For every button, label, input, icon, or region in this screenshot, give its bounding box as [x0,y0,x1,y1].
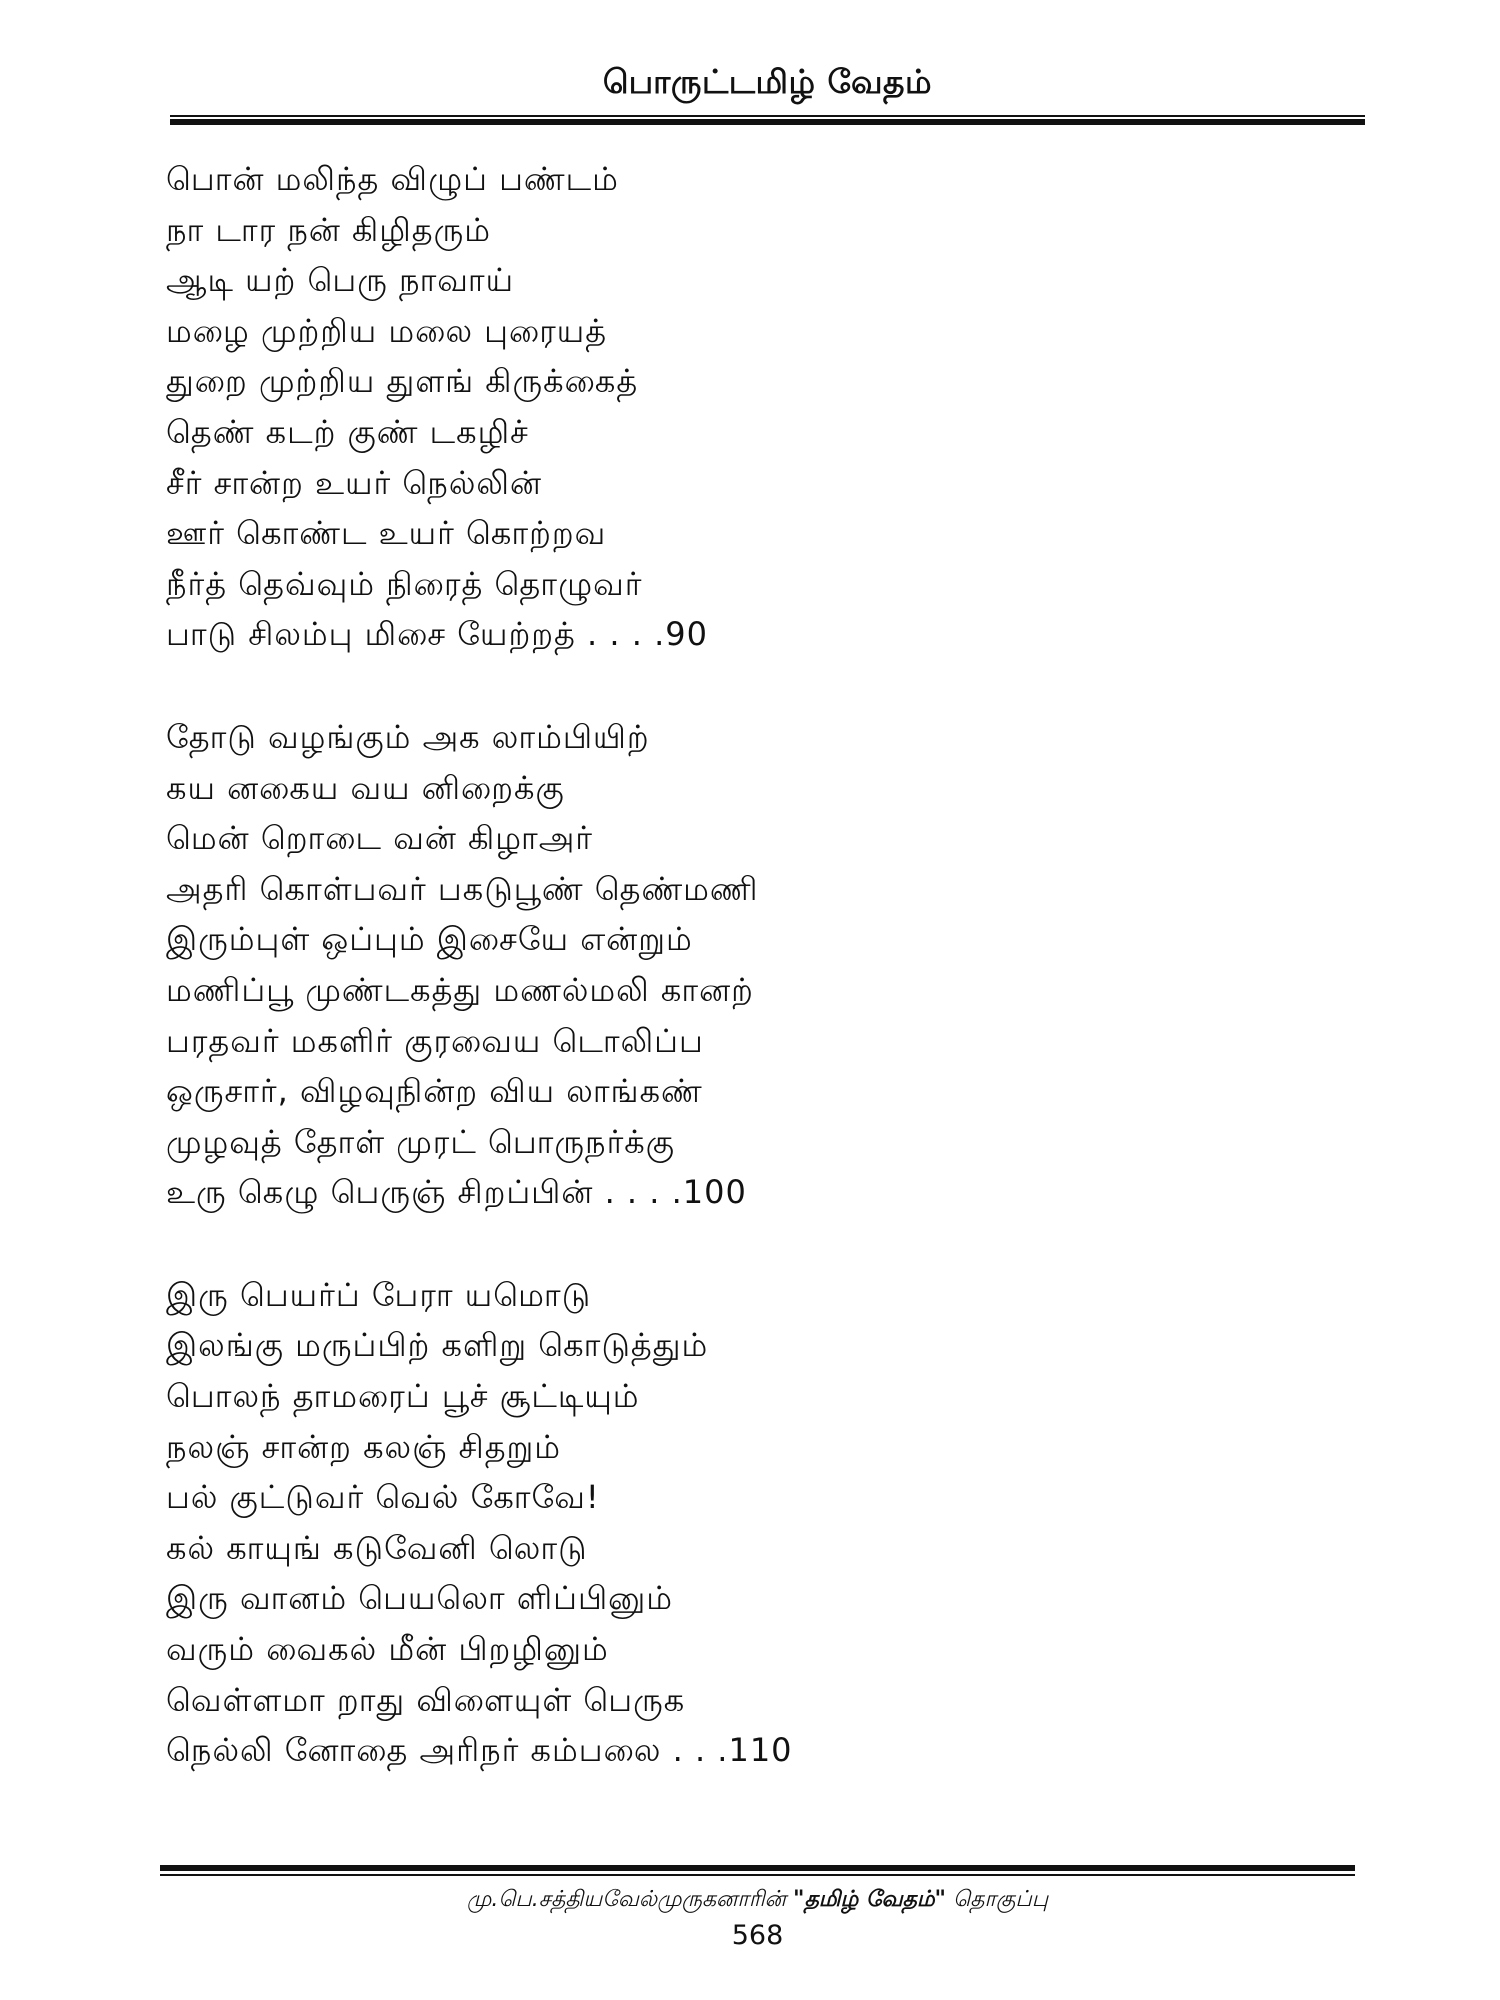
verse-line: கல் காயுங் கடுவேனி லொடு [166,1528,588,1567]
verse-line: நா டார நன் கிழிதரும் [166,210,492,249]
verse-body [166,154,1266,1776]
verse-line: அதரி கொள்பவர் பகடுபூண் தெண்மணி [166,869,759,908]
header-rule-thick [170,119,1365,125]
verse-line: பொன் மலிந்த விழுப் பண்டம் [166,160,619,198]
verse-line: ஊர் கொண்ட உயர் கொற்றவ [166,514,607,553]
verse-line: மழை முற்றிய மலை புரையத் [166,311,608,350]
verse-line: சீர் சான்ற உயர் நெல்லின் [166,463,543,502]
verse-line: வரும் வைகல் மீன் பிறழினும் [166,1630,609,1669]
verse-line: இரு வானம் பெயலொ ளிப்பினும் [166,1579,674,1618]
verse-line: தெண் கடற் குண் டகழிச் [166,412,529,451]
verse-line: இரு பெயர்ப் பேரா யமொடு [166,1275,592,1314]
verse-line: பல் குட்டுவர் வெல் கோவே! [166,1478,600,1517]
verse-line-numbered: பாடு சிலம்பு மிசை யேற்றத் . . . .90 [166,615,708,654]
footer-rule-thick [160,1865,1355,1871]
verse-line: இலங்கு மருப்பிற் களிறு கொடுத்தும் [166,1326,709,1365]
verse-line: கய னகைய வய னிறைக்கு [166,768,565,807]
page-header [170,60,1365,126]
verse-line-numbered: நெல்லி னோதை அரிநர் கம்பலை . . .110 [166,1731,793,1770]
verse-line: இரும்புள் ஒப்பும் இசையே என்றும் [166,920,693,959]
verse-line: பரதவர் மகளிர் குரவைய டொலிப்ப [166,1021,704,1060]
stanza-gap [166,660,1266,712]
verse-line: முழவுத் தோள் முரட் பொருநர்க்கு [166,1122,676,1161]
header-rule-thin [170,115,1365,117]
footer-rule-thin [160,1874,1355,1876]
stanza-gap [166,1218,1266,1270]
credit-prefix: மு.பெ.சத்தியவேல்முருகனாரின் [466,1887,794,1912]
stanza-3 [166,1270,1266,1776]
verse-line: மென் றொடை வன் கிழாஅர் [166,819,593,858]
stanza-1 [166,154,1266,660]
verse-line: வெள்ளமா றாது விளையுள் பெருக [166,1680,686,1719]
verse-line-numbered: உரு கெழு பெருஞ் சிறப்பின் . . . .100 [166,1173,747,1212]
verse-line: நீர்த் தெவ்வும் நிரைத் தொழுவர் [166,564,643,603]
page-footer [160,1865,1355,1965]
verse-line: ஒருசார், விழவுநின்ற விய லாங்கண் [166,1072,703,1111]
verse-line: பொலந் தாமரைப் பூச் சூட்டியும் [166,1377,640,1416]
stanza-2 [166,712,1266,1218]
page-number: 568 [731,1920,784,1951]
credit-suffix: தொகுப்பு [946,1887,1049,1912]
page-title: பொருட்டமிழ் வேதம் [602,62,933,101]
credit-book-title: "தமிழ் வேதம்" [793,1887,946,1912]
verse-line: நலஞ் சான்ற கலஞ் சிதறும் [166,1427,562,1466]
verse-line: மணிப்பூ முண்டகத்து மணல்மலி கானற் [166,970,754,1009]
verse-line: ஆடி யற் பெரு நாவாய் [166,261,515,300]
footer-credit [160,1885,1355,1915]
verse-line: துறை முற்றிய துளங் கிருக்கைத் [166,362,639,401]
verse-line: தோடு வழங்கும் அக லாம்பியிற் [166,717,650,756]
